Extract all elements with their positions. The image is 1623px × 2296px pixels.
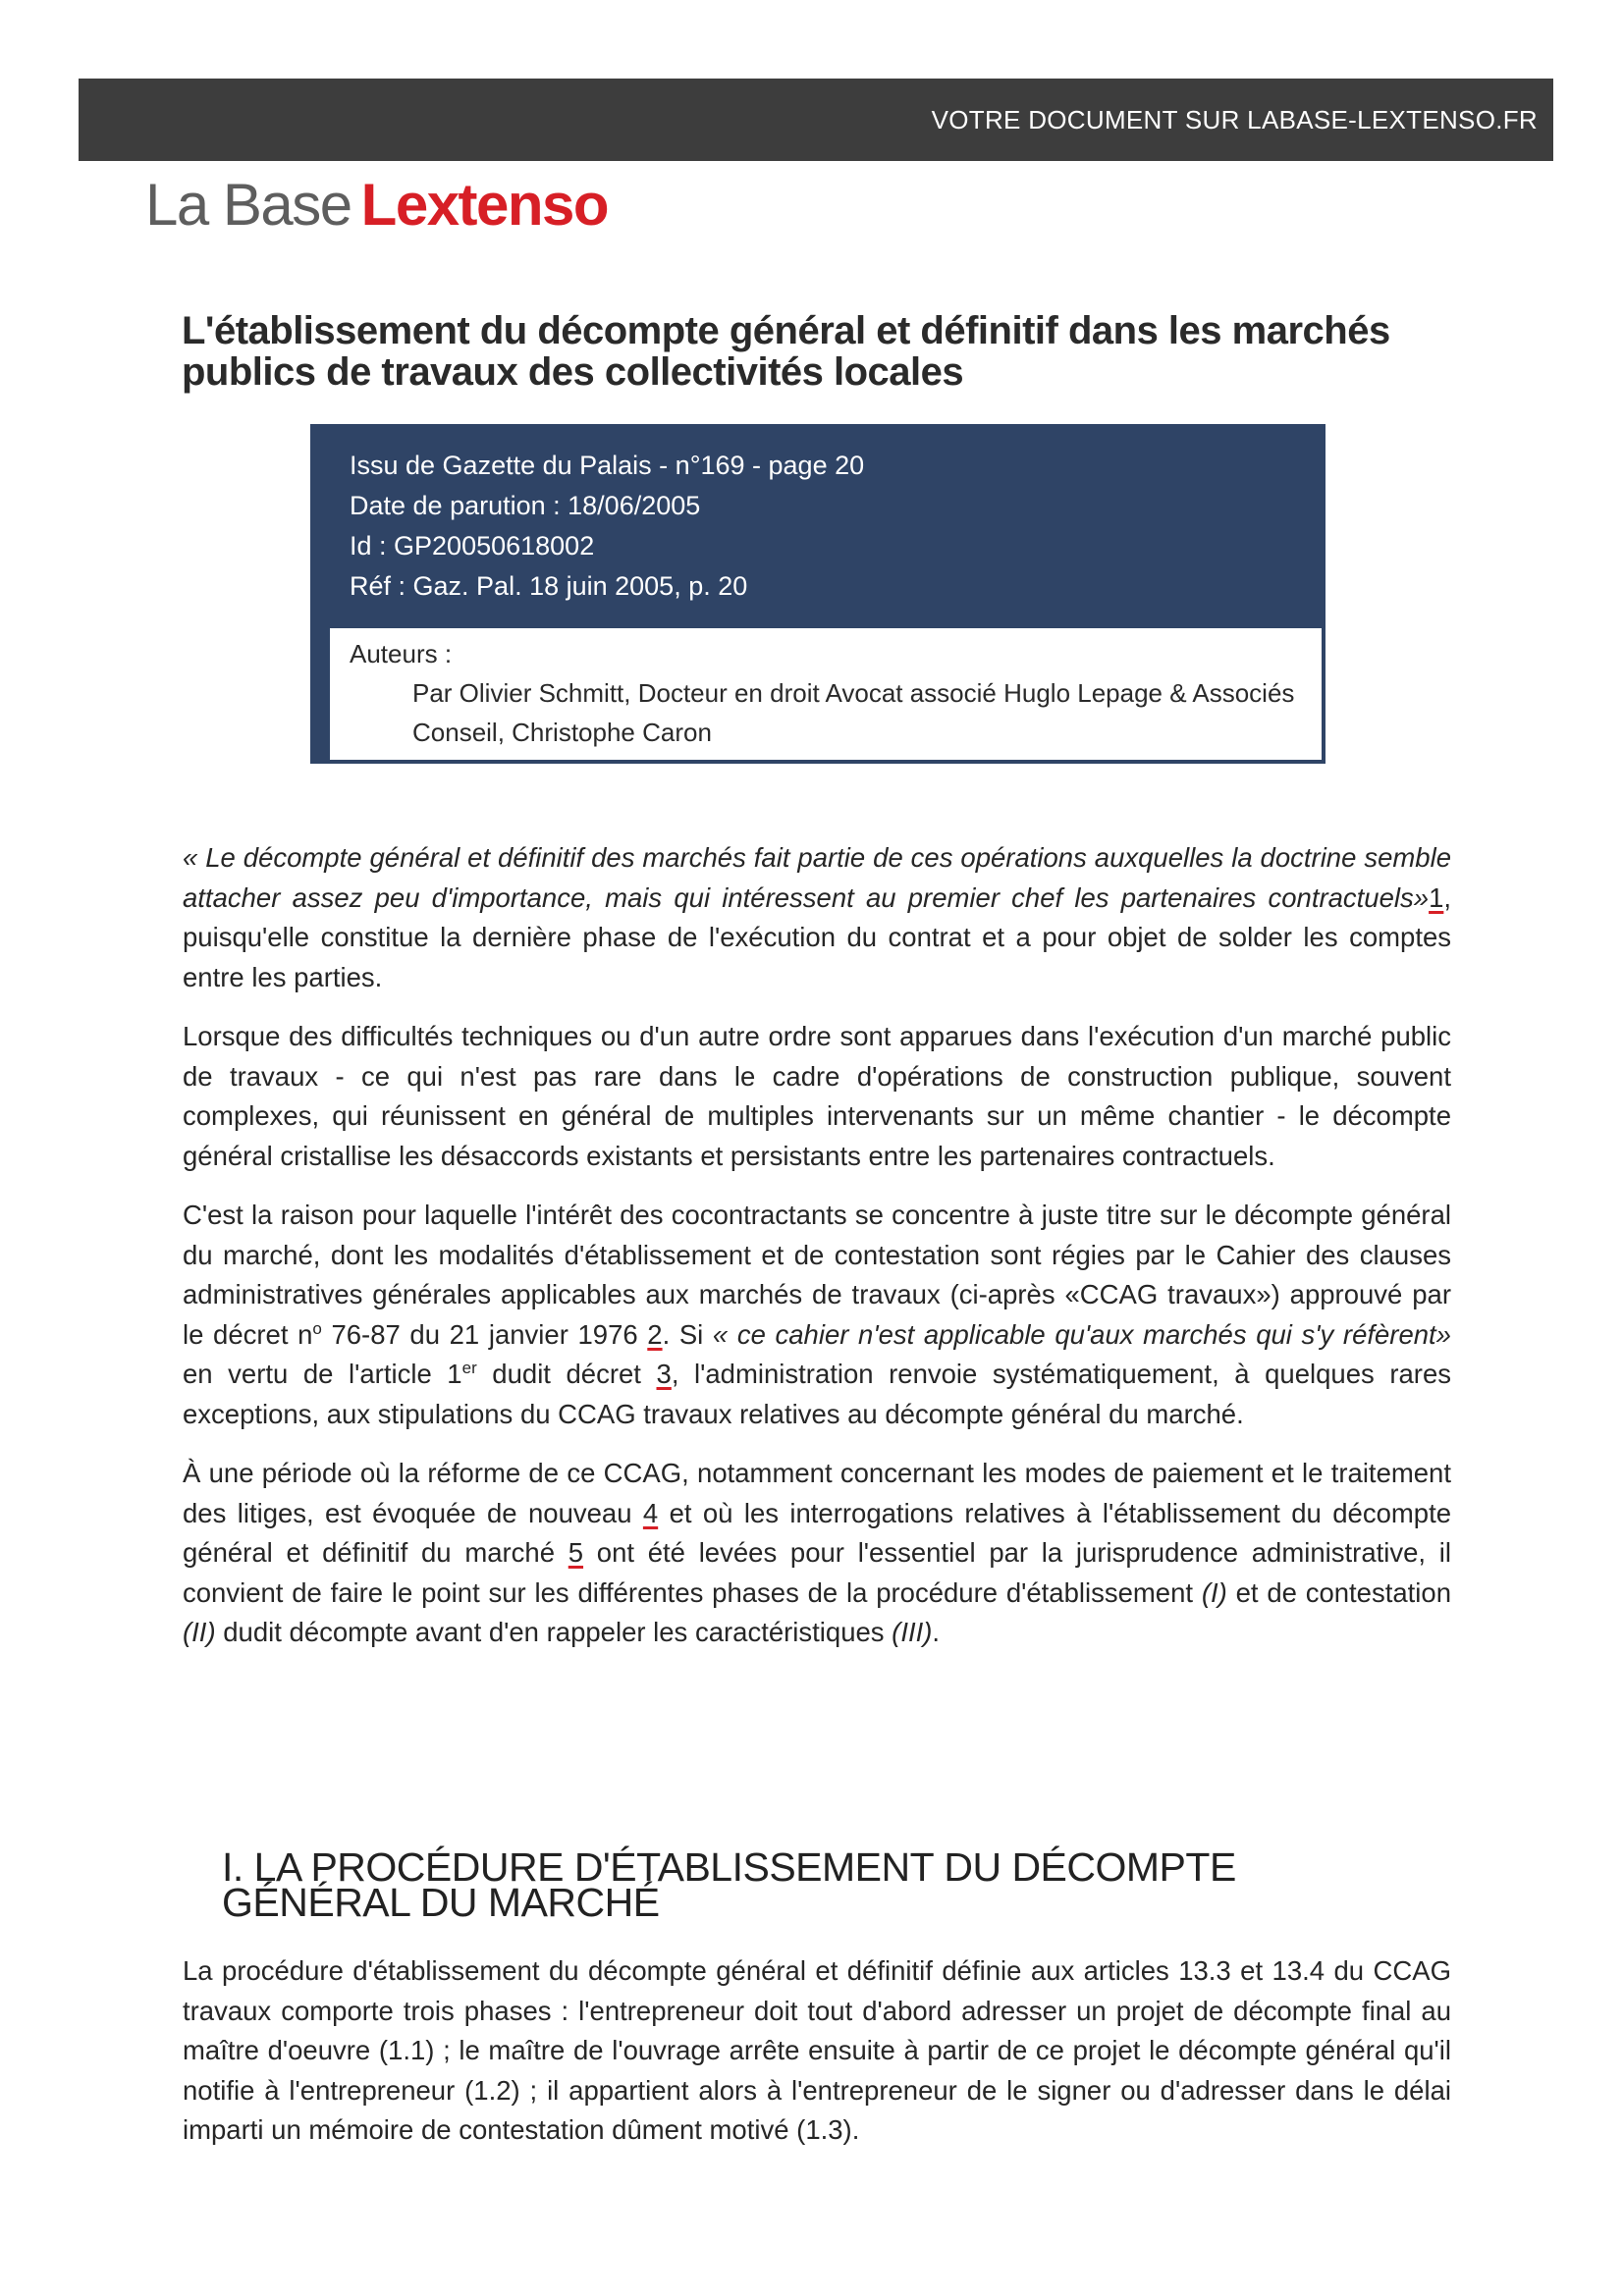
footnote-link-3[interactable]: 3	[656, 1359, 672, 1389]
premier-superscript: er	[461, 1358, 477, 1377]
paragraph-2: Lorsque des difficultés techniques ou d'un autre ordre sont apparues dans l'exécution d'un marché public de travaux - ce qui n'est pas rare dans le cadre d'opérations de construction publique, souvent complexes, qui réunissent en général de multiples intervenants sur un même chantier - le décompte général cristallise les désaccords existants et persistants entre les partenaires contractuels.	[183, 1021, 1451, 1171]
article-body	[183, 838, 1451, 1673]
top-banner	[79, 79, 1553, 161]
paragraph-3	[183, 1196, 1451, 1434]
paragraph-4-text-e: dudit décompte avant d'en rappeler les caractéristiques	[215, 1617, 893, 1647]
footnote-link-2[interactable]: 2	[647, 1318, 663, 1350]
paragraph-3-text-e: dudit décret	[476, 1359, 657, 1389]
numero-superscript: o	[312, 1318, 322, 1338]
paragraph-4	[183, 1454, 1451, 1653]
doctrine-quote: « Le décompte général et définitif des marchés fait partie de ces opérations auxquelles la doctrine semble attacher assez peu d'importance, mais qui intéressent au premier chef les partenaires contractuels»	[183, 842, 1451, 913]
la-base-lextenso-logo[interactable]	[145, 169, 608, 241]
document-id-line: Id : GP20050618002	[350, 531, 595, 561]
paragraph-4-text-c: ont été levées pour l'essentiel par la jurisprudence administrative, il convient de faire le point sur les différentes phases de la procédure d'établissement	[183, 1537, 1451, 1608]
section-1-body	[183, 1951, 1451, 2151]
logo-part-lextenso: Lextenso	[360, 172, 609, 238]
article-title: L'établissement du décompte général et définitif dans les marchés publics de travaux des collectivités locales	[182, 309, 1390, 394]
publication-date-line: Date de parution : 18/06/2005	[350, 491, 701, 520]
paragraph-4-text-b: et où les interrogations relatives à l'établissement du décompte général et définitif du marché	[183, 1497, 1452, 1568]
part-ref-3: (III)	[892, 1617, 933, 1647]
article-info-box	[310, 424, 1325, 764]
section-1-heading: I. LA PROCÉDURE D'ÉTABLISSEMENT DU DÉCOMPTE GÉNÉRAL DU MARCHÉ	[222, 1844, 1236, 1925]
authors-text: Par Olivier Schmitt, Docteur en droit Avocat associé Huglo Lepage & Associés Conseil, Christophe Caron	[412, 678, 1295, 747]
footnote-link-4[interactable]: 4	[642, 1497, 659, 1528]
source-line: Issu de Gazette du Palais - n°169 - page 20	[350, 451, 865, 480]
paragraph-3-text-b: 76-87 du 21 janvier 1976	[321, 1318, 648, 1350]
part-ref-2: (II)	[183, 1617, 216, 1647]
reference-line: Réf : Gaz. Pal. 18 juin 2005, p. 20	[350, 571, 748, 601]
paragraph-1-text: , puisqu'elle constitue la dernière phase de l'exécution du contrat et a pour objet de solder les comptes entre les parties.	[183, 881, 1451, 992]
authors-label: Auteurs :	[350, 639, 453, 668]
paragraph-4-text-d: et de contestation	[1226, 1576, 1451, 1608]
logo-part-la-base: La Base	[145, 172, 352, 238]
paragraph-3-text-f: , l'administration renvoie systématiquement, à quelques rares exceptions, aux stipulations du CCAG travaux relatives au décompte général du marché.	[183, 1359, 1451, 1429]
footnote-link-5[interactable]: 5	[568, 1537, 584, 1568]
paragraph-4-text-f: .	[932, 1617, 941, 1647]
labase-lextenso-link[interactable]: VOTRE DOCUMENT SUR LABASE-LEXTENSO.FR	[931, 105, 1538, 134]
authors-box	[330, 628, 1322, 760]
section-1-paragraph: La procédure d'établissement du décompte général et définitif définie aux articles 13.3 et 13.4 du CCAG travaux comporte trois phases : l'entrepreneur doit tout d'abord adresser un projet de décompte final au maître d'oeuvre (1.1) ; le maître de l'ouvrage arrête ensuite à partir de ce projet le décompte général qu'il notifie à l'entrepreneur (1.2) ; il appartient alors à l'entrepreneur de le signer ou d'adresser dans le délai imparti un mémoire de contestation dûment motivé (1.3).	[183, 1955, 1451, 2145]
paragraph-3-text-c: . Si	[662, 1318, 713, 1350]
decree-quote: « ce cahier n'est applicable qu'aux marchés qui s'y réfèrent»	[712, 1318, 1451, 1350]
footnote-link-1[interactable]: 1	[1429, 881, 1444, 913]
paragraph-1	[183, 838, 1451, 997]
part-ref-1: (I)	[1201, 1576, 1227, 1608]
paragraph-3-text-d: en vertu de l'article 1	[183, 1359, 462, 1389]
article-metadata	[350, 446, 864, 607]
paragraph-3-text-a: C'est la raison pour laquelle l'intérêt des cocontractants se concentre à juste titre sur le décompte général du marché, dont les modalités d'établissement et de contestation sont régies par le Cahier des clauses administratives générales applicables aux marchés de travaux (ci-après «CCAG travaux») approuvé par le décret n	[183, 1200, 1451, 1350]
paragraph-4-text-a: À une période où la réforme de ce CCAG, notamment concernant les modes de paiement et le traitement des litiges, est évoquée de nouveau	[183, 1458, 1451, 1528]
